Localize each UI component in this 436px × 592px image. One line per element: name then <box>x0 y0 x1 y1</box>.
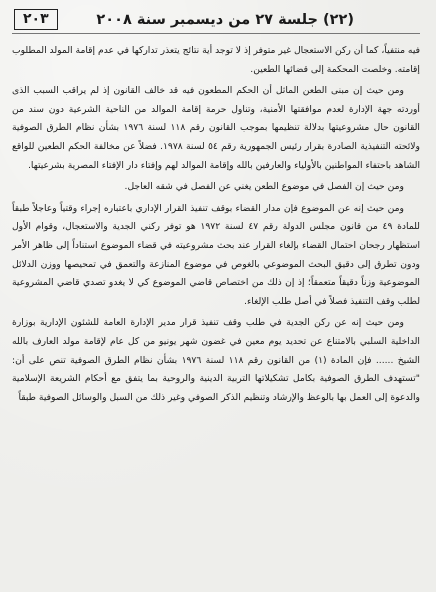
paragraph: ومن حيث إن مبنى الطعن الماثل أن الحكم المطعون فيه قد خالف القانون إذ لم يراقب السبب الذى أوردته جهة الإدارة لعدم موافقتها الأمنية، وتناول حرمة إقامة الموالد من الناحية الشرعية دون سند من القانون حال مشروعيتها بدلالة تنظيمها بموجب القانون رقم ١١٨ لسنة ١٩٧٦ بشأن نظام الطرق الصوفية ولائحته التنفيذية الصادرة بقرار رئيس الجمهورية رقم ٥٤ لسنة ١٩٧٨. فضلاً عن مخالفة الحكم الطعين للواقع الشاهد باحتفاء المواطنين بالأولياء والعارفين بالله وإقامة الموالد لهم وإفتاء دار الإفتاء المصرية بشرعيتها. <box>12 85 420 171</box>
running-head: (٢٢) جلسة ٢٧ من ديسمبر سنة ٢٠٠٨ <box>96 11 354 28</box>
paragraph: فيه منتفياً، كما أن ركن الاستعجال غير متوفر إذ لا توجد أية نتائج يتعذر تداركها في عدم إقامة المولد المطلوب إقامته. وخلصت المحكمة إلى قضائها الطعين. <box>12 45 420 75</box>
document-body <box>12 42 420 407</box>
page-header <box>12 6 420 34</box>
paragraph: ومن حيث إن الفصل في موضوع الطعن يغني عن الفصل في شقه العاجل. <box>124 181 404 193</box>
paragraph: ومن حيث إنه عن الموضوع فإن مدار القضاء بوقف تنفيذ القرار الإداري باعتباره إجراء وقتياً وعاجلاً طبقاً للمادة ٤٩ من قانون مجلس الدولة رقم ٤٧ لسنة ١٩٧٢ هو توفر ركني الجدية والاستعجال، وقوام الأول استظهار رجحان احتمال القضاء بإلغاء القرار عند بحث مشروعيته في قضاء الموضوع استناداً إلى ظاهر الأمر ودون تطرق إلى دقيق البحث الموضوعي بالغوص في موضوع المنازعة والتعمق في تمحيصها ووزن الدلائل الموضوعية وزناً دقيقاً متعمقاً؛ إذ إن ذلك من اختصاص قاضي الموضوع كي لا يغدو تصدي قاضي المشروعية لطلب وقف التنفيذ فصلاً في أصل طلب الإلغاء. <box>12 202 420 307</box>
page-number: ٢٠٣ <box>14 9 58 30</box>
paragraph: ومن حيث إنه عن ركن الجدية في طلب وقف تنفيذ قرار مدير الإدارة العامة للشئون الإدارية بوزارة الداخلية السلبي بالامتناع عن تحديد يوم معين في غضون شهر يونيو من كل عام لإقامة مولد العارف بالله الشيخ ...... فإن المادة (١) من القانون رقم ١١٨ لسنة ١٩٧٦ بشأن نظام الطرق الصوفية تنص على أن: "تستهدف الطرق الصوفية بكامل تشكيلاتها التربية الدينية والروحية بما يتفق مع أحكام الشريعة الإسلامية والدعوة إلى العمل بها بالوعظ والإرشاد وتنظيم الذكر الصوفي وغير ذلك من السبل والوسائل الصوفية طبقاً <box>12 317 420 403</box>
